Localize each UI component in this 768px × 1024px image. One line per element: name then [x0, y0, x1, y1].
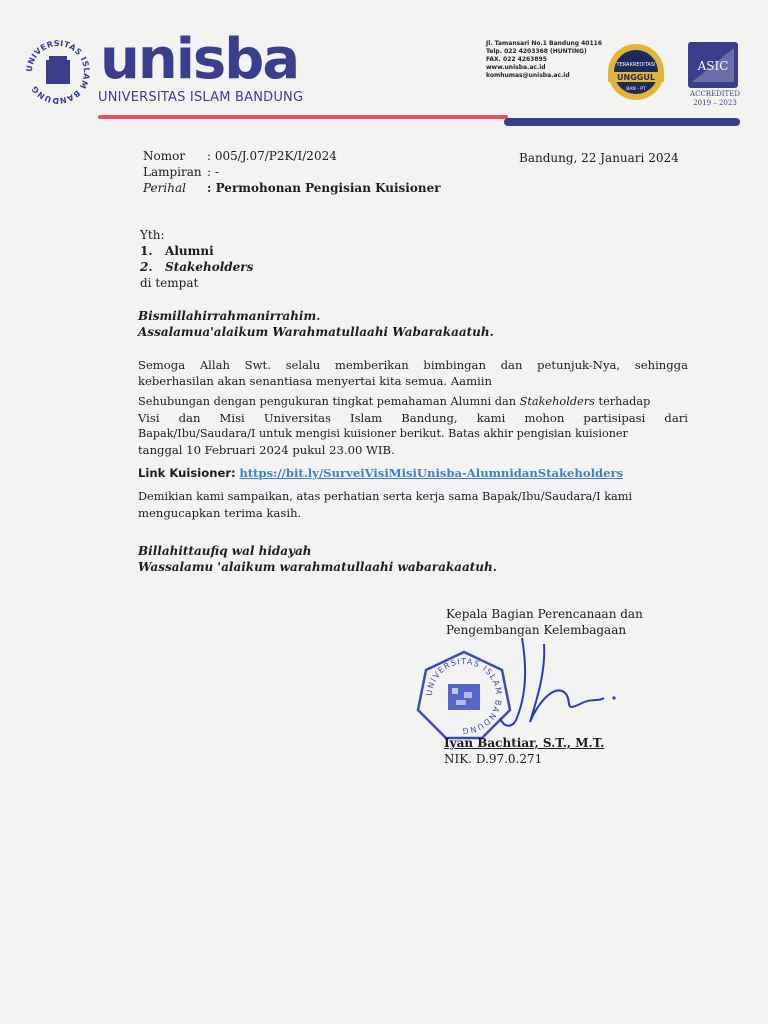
lampiran-value: : -: [207, 165, 219, 179]
header-divider-blue: [504, 118, 740, 126]
letter-date: Bandung, 22 Januari 2024: [519, 151, 679, 165]
body-p1-line1: Semoga Allah Swt. selalu memberikan bimbingan dan petunjuk-Nya, sehingga: [138, 358, 688, 372]
body-p1-line2: keberhasilan akan senantiasa menyertai kita semua. Aamiin: [138, 374, 492, 388]
signatory-position-line2: Pengembangan Kelembagaan: [446, 623, 627, 637]
body-p2-line1: [138, 394, 688, 410]
seal-text: UNIVERSITAS ISLAM BANDUNG: [24, 38, 92, 106]
lampiran-label: Lampiran: [143, 165, 202, 179]
body-p3-line1: Demikian kami sampaikan, atas perhatian serta kerja sama Bapak/Ibu/Saudara/I kami: [138, 490, 633, 503]
handwritten-signature: [486, 632, 626, 744]
nomor-label: Nomor: [143, 149, 186, 163]
contact-fax: FAX. 022 4263895: [486, 56, 547, 63]
unggul-accreditation-badge: [598, 42, 674, 102]
asic-years: 2019 – 2023: [693, 99, 737, 107]
stamp-text: UNIVERSITAS ISLAM BANDUNG: [424, 656, 504, 736]
recipient-alumni: 1. Alumni: [140, 244, 214, 258]
link-label: Link Kuisioner:: [138, 466, 236, 480]
recipient-place: di tempat: [140, 276, 199, 290]
greeting-bismillah: Bismillahirrahmanirrahim.: [138, 309, 321, 323]
closing-wassalamu: Wassalamu 'alaikum warahmatullaahi wabarakaatuh.: [138, 560, 497, 574]
signatory-name: Iyan Bachtiar, S.T., M.T.: [444, 736, 605, 750]
asic-logo-text: ASIC: [697, 59, 729, 73]
asic-accredited: ACCREDITED: [690, 90, 740, 98]
body-p2-line1-c: terhadap: [594, 395, 651, 408]
yth-label: Yth:: [140, 228, 165, 242]
perihal-label: Perihal: [143, 181, 186, 195]
body-p2-line2: Visi dan Misi Universitas Islam Bandung, kami mohon partisipasi dari: [138, 411, 688, 425]
badge-unggul-text: UNGGUL: [617, 73, 655, 82]
greeting-salam: Assalamua'alaikum Warahmatullaahi Wabarakaatuh.: [138, 325, 494, 339]
contact-email: komhumas@unisba.ac.id: [486, 72, 570, 79]
asic-accredited-label: [688, 90, 742, 108]
unisba-wordmark: unisba: [100, 27, 299, 92]
questionnaire-link[interactable]: https://bit.ly/SurveiVisiMisiUnisba-AlumnidanStakeholders: [239, 466, 624, 480]
contact-phone: Telp. 022 4203368 (HUNTING): [486, 48, 587, 55]
questionnaire-link-row: [138, 465, 623, 481]
contact-address: Jl. Tamansari No.1 Bandung 40116: [486, 40, 602, 47]
nomor-value: : 005/J.07/P2K/I/2024: [207, 149, 337, 163]
header-divider-red: [98, 115, 508, 119]
asic-logo: [688, 42, 738, 88]
contact-website: www.unisba.ac.id: [486, 64, 546, 71]
contact-info: [486, 40, 602, 80]
badge-small-text: TERAKREDITASI: [616, 62, 656, 68]
signatory-nik: NIK. D.97.0.271: [444, 752, 543, 766]
unisba-seal-logo: [22, 36, 94, 108]
body-p3-line2: mengucapkan terima kasih.: [138, 506, 302, 520]
perihal-value: : Permohonan Pengisian Kuisioner: [207, 181, 441, 195]
body-p2-line1-a: Sehubungan dengan pengukuran tingkat pemahaman Alumni dan: [138, 395, 520, 408]
recipient-stakeholders: 2. Stakeholders: [140, 260, 254, 274]
body-p2-line3: Bapak/Ibu/Saudara/I untuk mengisi kuisioner berikut. Batas akhir pengisian kuisioner: [138, 427, 628, 440]
body-p2-line4: tanggal 10 Februari 2024 pukul 23.00 WIB.: [138, 443, 395, 457]
signatory-position-line1: Kepala Bagian Perencanaan dan: [446, 607, 643, 621]
university-name: UNIVERSITAS ISLAM BANDUNG: [98, 90, 304, 105]
badge-agency-text: BAN - PT: [626, 87, 646, 92]
closing-billahittaufiq: Billahittaufiq wal hidayah: [138, 544, 312, 558]
body-p2-stakeholders: Stakeholders: [519, 395, 595, 408]
